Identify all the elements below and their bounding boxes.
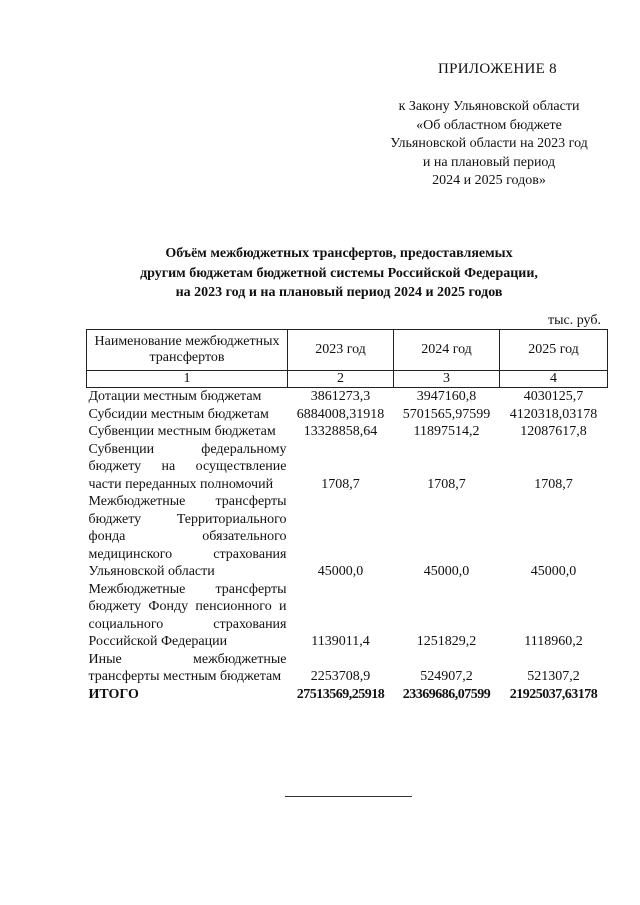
value-2023: 6884008,31918 (296, 406, 385, 422)
law-reference-line: Ульяновской области на 2023 год (390, 136, 588, 152)
table-header-row (87, 330, 608, 371)
footer-divider (285, 796, 412, 797)
header-name: Наименование межбюджетных трансфертов (87, 330, 288, 371)
value-2025: 12087617,8 (520, 424, 587, 439)
appendix-number: ПРИЛОЖЕНИЕ 8 (438, 61, 557, 77)
column-number: 2 (288, 371, 394, 388)
value-2024: 45000,0 (423, 564, 470, 579)
value-2024: 1251829,2 (416, 634, 477, 649)
title-line: Объём межбюджетных трансфертов, предоставляемых (165, 246, 513, 261)
total-row (87, 686, 608, 704)
value-2024: 5701565,97599 (402, 406, 491, 422)
value-2023: 13328858,64 (303, 424, 378, 439)
column-number: 4 (500, 371, 608, 388)
value-2024: 3947160,8 (416, 389, 477, 404)
value-2023: 45000,0 (317, 564, 364, 579)
total-label: ИТОГО (88, 686, 139, 702)
value-2024: 11897514,2 (413, 424, 480, 439)
law-reference (378, 98, 600, 191)
total-2025: 21925037,63178 (509, 686, 598, 702)
value-2025: 4120318,03178 (509, 406, 598, 422)
law-reference-line: 2024 и 2025 годов» (432, 173, 546, 189)
row-name: Субсидии местным бюджетам (88, 406, 269, 422)
title-line: на 2023 год и на плановый период 2024 и 2025 годов (175, 285, 503, 300)
title-line: другим бюджетам бюджетной системы Российской Федерации, (140, 265, 538, 281)
table-row (87, 651, 608, 686)
value-2023: 1708,7 (321, 476, 360, 492)
header-2024: 2024 год (394, 330, 500, 371)
header-2023: 2023 год (288, 330, 394, 371)
total-2024: 23369686,07599 (402, 686, 491, 702)
value-2024: 524907,2 (420, 669, 473, 684)
table-row (87, 441, 608, 494)
column-number-row (87, 371, 608, 388)
value-2025: 45000,0 (530, 564, 577, 579)
value-2023: 2253708,9 (310, 669, 371, 684)
units-label: тыс. руб. (548, 313, 601, 328)
table-row (87, 581, 608, 651)
row-name: Межбюджетные трансферты бюджету Территориального фонда обязательного медицинского страхования Ульяновской области (88, 494, 287, 579)
value-2025: 1708,7 (534, 476, 573, 492)
row-name: Межбюджетные трансферты бюджету Фонду пенсионного и социального страхования Российской Федерации (88, 581, 287, 649)
row-name: Субвенции местным бюджетам (88, 424, 276, 439)
row-name: Иные межбюджетные трансферты местным бюджетам (88, 651, 287, 684)
row-name: Субвенции федеральному бюджету на осуществление части переданных полномочий (88, 441, 287, 492)
column-number: 3 (394, 371, 500, 388)
law-reference-line: и на плановый период (422, 154, 556, 170)
law-reference-line: к Закону Ульяновской области (398, 99, 580, 114)
table-row (87, 493, 608, 581)
table-row (87, 406, 608, 424)
row-name: Дотации местным бюджетам (88, 389, 262, 404)
value-2023: 3861273,3 (310, 389, 371, 404)
law-reference-line: «Об областном бюджете (416, 117, 562, 133)
value-2025: 4030125,7 (523, 389, 584, 404)
value-2025: 1118960,2 (524, 634, 583, 649)
column-number: 1 (87, 371, 288, 388)
value-2024: 1708,7 (427, 476, 466, 492)
transfers-table (86, 329, 608, 703)
value-2023: 1139011,4 (311, 634, 370, 649)
header-2025: 2025 год (500, 330, 608, 371)
value-2025: 521307,2 (527, 669, 580, 684)
table-row (87, 388, 608, 406)
document-title (100, 244, 578, 303)
total-2023: 27513569,25918 (296, 686, 385, 702)
table-row (87, 423, 608, 441)
